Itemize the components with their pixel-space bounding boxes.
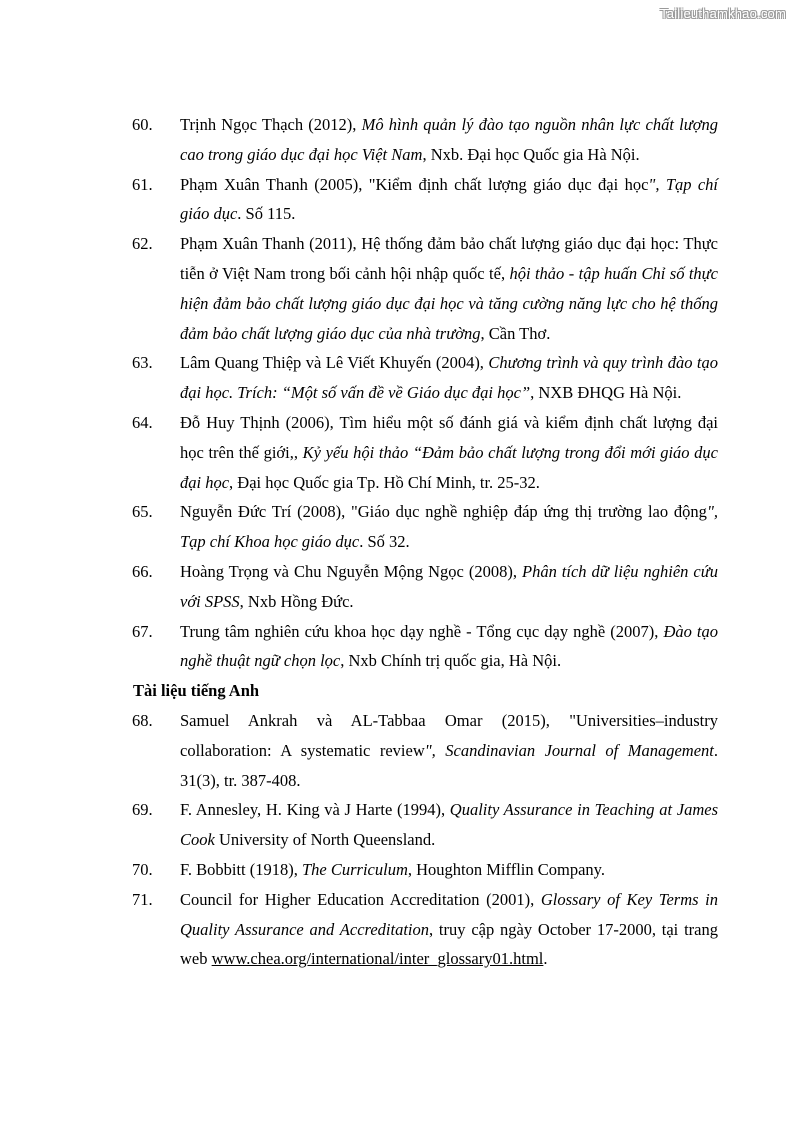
reference-text-part: Council for Higher Education Accreditation (2001), [180, 889, 541, 909]
reference-number: 70. [132, 859, 153, 879]
reference-url-link[interactable]: www.chea.org/international/inter_glossary01.html [211, 949, 544, 969]
reference-text [180, 711, 718, 790]
reference-item [132, 110, 718, 170]
reference-item [132, 170, 719, 230]
reference-text-part: F. Bobbitt (1918), [180, 859, 302, 879]
reference-text-part: Đỗ Huy Thịnh (2006), Tìm hiểu một số đánh giá và kiểm định chất lượng đại học trên thế giới,, [180, 412, 718, 462]
reference-number: 64. [132, 412, 153, 432]
reference-text-part: , Nxb Chính trị quốc gia, Hà Nội. [340, 651, 562, 671]
reference-text-part: , Nxb. Đại học Quốc gia Hà Nội. [422, 144, 640, 164]
reference-item [132, 348, 718, 408]
reference-number: 67. [132, 621, 153, 641]
reference-text-part: Trịnh Ngọc Thạch (2012), [180, 115, 362, 134]
reference-text-part: Trung tâm nghiên cứu khoa học dạy nghề - Tổng cục dạy nghề (2007), [180, 621, 664, 641]
reference-item [132, 557, 718, 617]
reference-text [180, 800, 718, 849]
reference-text-part: . Số 115. [237, 204, 296, 224]
reference-text [180, 502, 718, 551]
reference-text [180, 622, 718, 671]
reference-text [180, 860, 605, 879]
reference-text-part: . Số 32. [359, 532, 410, 552]
reference-title-italic: ", Tạp chí Khoa học giáo dục [180, 502, 718, 552]
reference-item [132, 855, 718, 885]
reference-text-part: , Cần Thơ. [480, 323, 551, 343]
reference-text-part: , NXB ĐHQG Hà Nội. [530, 383, 682, 403]
reference-text-part: Lâm Quang Thiệp và Lê Viết Khuyến (2004), [180, 353, 489, 373]
reference-number: 66. [132, 561, 153, 581]
reference-text [180, 234, 718, 342]
reference-text [180, 115, 718, 164]
reference-text-part: Phạm Xuân Thanh (2005), "Kiểm định chất lượng giáo dục đại học [180, 174, 649, 194]
reference-text-part: University of North Queensland. [214, 830, 436, 850]
reference-number: 60. [132, 115, 153, 134]
reference-text [180, 562, 718, 611]
reference-title-italic: Phân tích dữ liệu nghiên cứu với SPSS [180, 561, 718, 611]
reference-number: 62. [132, 234, 153, 254]
reference-number: 63. [132, 353, 153, 373]
watermark-text: Tailieuthamkhao.com [660, 6, 786, 21]
reference-item [132, 408, 718, 497]
reference-item [132, 229, 719, 348]
reference-text [180, 175, 718, 224]
reference-text-part: F. Annesley, H. King và J Harte (1994), [180, 800, 450, 820]
reference-number: 61. [132, 174, 153, 194]
reference-text [180, 353, 718, 402]
reference-title-italic: Kỷ yếu hội thảo “Đảm bảo chất lượng trong đổi mới giáo dục đại học [180, 442, 718, 492]
reference-text-part: , Đại học Quốc gia Tp. Hồ Chí Minh, tr. 25-32. [229, 472, 540, 492]
reference-title-italic: The Curriculum [301, 859, 408, 879]
reference-title-italic: Chương trình và quy trình đào tạo đại học. Trích: “Một số vấn đề về Giáo dục đại học” [180, 353, 718, 403]
reference-item [132, 706, 718, 795]
references-english [0, 706, 794, 974]
reference-text-part: , Houghton Mifflin Company. [407, 859, 605, 879]
section-heading-english: Tài liệu tiếng Anh [133, 681, 260, 701]
reference-item [132, 885, 718, 974]
reference-number: 65. [132, 502, 153, 522]
reference-title-italic: Glossary of Key Terms in Quality Assurance and Accreditation [180, 889, 718, 939]
reference-text-part: Phạm Xuân Thanh (2011), Hệ thống đảm bảo chất lượng giáo dục đại học: Thực tiễn ở Việt Nam trong bối cảnh hội nhập quốc tế, [180, 234, 718, 283]
reference-text-part: . 31(3), tr. 387-408. [180, 740, 718, 790]
reference-title-italic: Quality Assurance in Teaching at James Cook [180, 800, 718, 850]
reference-number: 71. [132, 889, 153, 909]
reference-title-italic: ", Tạp chí giáo dục [180, 174, 719, 224]
reference-number: 68. [132, 710, 153, 730]
reference-title-italic: Mô hình quản lý đào tạo nguồn nhân lực chất lượng cao trong giáo dục đại học Việt Nam [180, 115, 718, 164]
reference-text-part: , Nxb Hồng Đức. [239, 591, 354, 611]
references-vietnamese [0, 110, 794, 676]
reference-text-part: Hoàng Trọng và Chu Nguyễn Mộng Ngọc (2008), [180, 561, 522, 581]
reference-item [132, 497, 718, 557]
reference-text-part: . [543, 949, 548, 969]
reference-list [0, 110, 794, 974]
reference-title-italic: ", Scandinavian Journal of Management [424, 740, 714, 760]
reference-text-part: Nguyễn Đức Trí (2008), "Giáo dục nghề nghiệp đáp ứng thị trường lao động [180, 502, 707, 522]
reference-number: 69. [132, 800, 153, 820]
reference-title-italic: Đào tạo nghề thuật ngữ chọn lọc [180, 621, 719, 671]
reference-text [180, 890, 718, 969]
reference-title-italic: hội thảo - tập huấn Chỉ số thực hiện đảm bảo chất lượng giáo dục đại học và tăng cường năng lực cho hệ thống đảm bảo chất lượng giáo dục của nhà trường [180, 263, 719, 343]
reference-item [132, 795, 718, 855]
reference-text-part: , truy cập ngày October 17-2000, tại trang web [180, 919, 718, 969]
reference-text-part: Samuel Ankrah và AL-Tabbaa Omar (2015), "Universities–industry collaboration: A systematic review [180, 710, 718, 760]
reference-text [180, 413, 718, 492]
reference-item [132, 617, 719, 677]
